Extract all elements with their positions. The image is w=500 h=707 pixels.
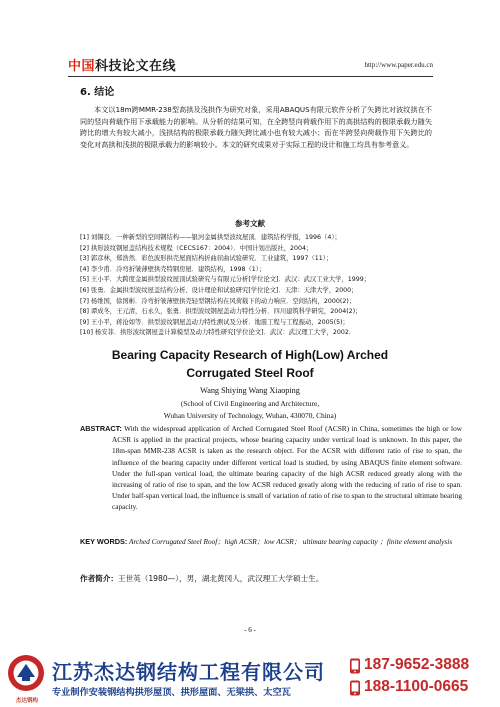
reference-item: [2] 拱形波纹钢屋盖结构技术规程（CECS167：2004）．中国计划出版社，2004； [80, 244, 313, 252]
phone-row [348, 656, 498, 678]
keywords-text: Arched Corrugated Steel Roof；high ACSR；low ACSR； ultimate bearing capacity ；finite element analysis [127, 537, 453, 546]
reference-item: [1] 刘锡良．一种新型的空间钢结构——银河金属拱型波纹屋顶．建筑结构学报，1996（4）； [80, 234, 341, 241]
phone-row [348, 678, 498, 700]
phone-number-2[interactable]: 188-1100-0665 [364, 678, 469, 695]
keywords [80, 536, 462, 547]
reference-item: [9] 王小平，蒋沧如等．拱型波纹钢屋盖动力特性测试及分析．地震工程与工程振动，2005(5)； [80, 318, 349, 326]
reference-item: [10] 杨安菲．拱形波纹钢屋盖计算模型及动力特性研究[学位论文]．武汉：武汉理工大学，2002． [80, 329, 356, 337]
reference-item: [6] 张勇．金属拱型波纹屋盖结构分析、设计理论和试验研究[学位论文]．天津：天津大学，2000； [80, 286, 358, 294]
reference-item: [4] 李少甫．冷弯折皱薄壁拱壳特钢房屋．建筑结构，1998（1）； [80, 265, 266, 273]
affiliation-line1: (School of Civil Engineering and Architecture, [180, 399, 320, 408]
bio-text: 王世英（1980—），男，湖北黄冈人，武汉理工大学硕士生。 [117, 574, 324, 583]
abstract [80, 423, 462, 513]
affiliation-line2: Wuhan University of Technology, Wuhan, 430070, China) [163, 411, 337, 420]
page-number: - 6 - [244, 626, 256, 634]
references-list [80, 233, 435, 339]
phone-numbers [348, 656, 498, 700]
company-services: 专业制作安装钢结构拱形屋顶、拱形屋面、无梁拱、太空瓦 [52, 687, 291, 698]
phone-number-1[interactable]: 187-9652-3888 [364, 656, 470, 673]
company-logo-icon [6, 653, 46, 699]
bio-label: 作者简介： [80, 574, 118, 583]
author-bio [80, 573, 323, 584]
logo-red-text: 中国 [68, 59, 96, 74]
journal-url[interactable]: http://www.paper.edu.cn [364, 61, 433, 69]
ad-banner[interactable] [0, 650, 500, 707]
reference-item: [8] 谭成冬，王元清，石永久，张勇．拱型波纹钢屋盖动力特性分析．四川建筑科学研究，2004(2)； [80, 308, 362, 316]
phone-icon [348, 680, 362, 696]
conclusion-paragraph: 本文以18m跨MMR-238型高拱及浅拱作为研究对象，采用ABAQUS有限元软件分析了矢跨比对波纹拱在不同的竖向荷载作用下承载能力的影响。从分析的结果可知，在全跨竖向荷载作用下的高拱结构的极限承载力随矢跨比的增大有较大减小，浅拱结构的极限承载力随矢跨比减小也有较大减小；而在半跨竖向荷载作用下矢跨比的变化对高拱和浅拱的极限承载力的影响较小。本文的研究成果对于实际工程的设计和施工均具有参考意义。 [80, 105, 432, 149]
english-title-line2: Corrugated Steel Roof [186, 366, 314, 380]
journal-header [68, 55, 433, 75]
reference-item: [3] 郭彦林，郑浩然．彩色波形拱壳屋面结构折曲屈曲试验研究．工业建筑，1997（11）； [80, 255, 333, 263]
english-title-line1: Bearing Capacity Research of High(Low) Arched [111, 348, 389, 362]
header-divider [68, 76, 433, 77]
logo-dark-text: 科技论文在线 [95, 59, 177, 74]
phone-icon [348, 658, 362, 674]
authors: Wang Shiying Wang Xiaoping [200, 386, 300, 395]
company-name: 江苏杰达钢结构工程有限公司 [52, 660, 325, 684]
logo-caption: 杰达钢构 [15, 698, 38, 704]
abstract-text: With the widespread application of Arched Corrugated Steel Roof (ACSR) in China, sometimes the high or low ACSR is applied in the practical projects, whose bearing capacity under vertical load is unknown. In this paper, the 18m-span MMR-238 ACSR is taken as the research object. For the ACSR with different ratio of rise to span, the influence of the bearing capacity under different vertical load is studied, by using ABAQUS finite element software. Under the full-span vertical load, the ultimate bearing capacity of the high ACSR reduced greatly along with the increasing of ratio of rise to span, and the low ACSR reduced greatly along with the reducing of ratio of rise to span. Under half-span vertical load, the influence is small of variation of ratio of rise to span to the structural ultimate bearing capacity. [112, 424, 462, 512]
reference-item: [5] 王小平．大跨度金属拱型波纹屋顶试验研究与有限元分析[学位论文]．武汉：武汉工业大学，1999； [80, 276, 371, 284]
keywords-label: KEY WORDS: [80, 537, 128, 546]
references-title: 参考文献 [235, 219, 265, 228]
reference-item: [7] 杨维国，徐国彬．冷弯折皱薄壁拱壳轻型钢结构在风荷载下的动力响应．空间结构，2000(2)； [80, 297, 356, 305]
abstract-label: ABSTRACT: [80, 424, 122, 433]
section-title: 6. 结论 [80, 87, 115, 98]
journal-logo [68, 55, 176, 74]
